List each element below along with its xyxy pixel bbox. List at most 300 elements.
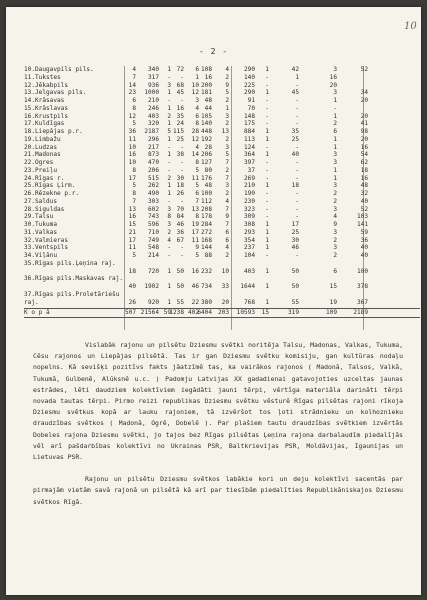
table-cell: 20 <box>221 298 229 306</box>
table-cell: 10593 <box>236 309 255 317</box>
totals-row <box>24 308 420 318</box>
table-cell: 36 <box>176 228 184 236</box>
table-cell: 6 <box>225 236 229 244</box>
table-cell: 50 <box>291 283 299 290</box>
row-label: 25.Rīgas Ļirm. <box>24 182 76 190</box>
table-cell: 1 <box>167 298 171 306</box>
table-cell: 1 <box>265 221 269 228</box>
table-cell: 5 <box>195 252 199 259</box>
table-cell: - <box>265 174 269 182</box>
table-row <box>24 113 420 121</box>
table-cell: 16 <box>360 143 368 151</box>
row-label: 19.Limbažu <box>24 135 61 143</box>
table-cell: 52 <box>360 205 368 213</box>
table-cell: 144 <box>200 244 212 252</box>
table-cell: 1 <box>265 283 269 290</box>
table-cell: - <box>180 252 184 259</box>
table-cell: 2 <box>225 73 229 81</box>
row-label: 32.Valmieras <box>24 236 69 244</box>
table-cell: 59 <box>360 228 368 236</box>
table-cell: 596 <box>147 221 159 228</box>
table-cell: 36 <box>128 128 136 135</box>
table-row <box>24 229 420 237</box>
row-label: 13.Jelgavas pils. <box>24 89 87 97</box>
table-cell: 269 <box>243 174 255 182</box>
table-cell: 4 <box>195 104 199 112</box>
table-cell: 1 <box>265 135 269 143</box>
table-row <box>24 175 420 183</box>
table-cell: 7 <box>132 197 136 205</box>
table-cell: 148 <box>243 112 255 120</box>
row-label: 17.Kuldīgas <box>24 120 65 128</box>
table-row <box>24 198 420 206</box>
table-cell: 5 <box>225 151 229 159</box>
table-cell: 1 <box>265 151 269 159</box>
table-cell: 16 <box>176 104 184 112</box>
table-cell: 15 <box>329 283 337 290</box>
table-cell: 18 <box>128 267 136 275</box>
table-cell: - <box>167 252 171 259</box>
table-cell: 1 <box>167 190 171 197</box>
table-cell: 4 <box>167 236 171 244</box>
table-cell: 1 <box>167 267 171 275</box>
table-cell: 84 <box>176 213 184 221</box>
table-cell: 115 <box>172 128 184 135</box>
table-cell: 1 <box>167 135 171 143</box>
table-cell: 2 <box>333 190 337 197</box>
table-cell: 734 <box>200 283 212 290</box>
handwritten-page-annotation: 10 <box>404 21 417 32</box>
table-cell: 14 <box>191 151 199 159</box>
table-cell: 1 <box>333 143 337 151</box>
table-cell: 40 <box>360 244 368 252</box>
row-label: 30.Tukuma <box>24 221 58 228</box>
table-row <box>24 167 420 175</box>
table-cell: 100 <box>200 190 212 197</box>
row-label: 29.Talsu <box>24 213 54 221</box>
table-cell: 33 <box>221 283 229 290</box>
table-cell: 749 <box>147 236 159 244</box>
table-cell: - <box>265 252 269 259</box>
table-cell: - <box>295 174 299 182</box>
table-cell: 38 <box>176 151 184 159</box>
table-cell: 2 <box>225 120 229 128</box>
table-cell: 1 <box>167 182 171 190</box>
table-cell: 176 <box>200 174 212 182</box>
table-cell: 2 <box>167 112 171 120</box>
table-cell: 16 <box>191 267 199 275</box>
table-cell: - <box>295 81 299 89</box>
table-cell: 3 <box>195 97 199 104</box>
table-cell: 4 <box>132 66 136 73</box>
table-cell: 1 <box>265 236 269 244</box>
table-cell: 1 <box>167 89 171 97</box>
table-cell: 13 <box>221 128 229 135</box>
table-cell: 4 <box>225 66 229 73</box>
table-cell: 40 <box>360 197 368 205</box>
table-cell: 1 <box>265 66 269 73</box>
table-cell: - <box>265 143 269 151</box>
table-row <box>24 82 420 90</box>
table-cell: 403 <box>243 267 255 275</box>
table-cell: 1644 <box>240 283 255 290</box>
table-row <box>24 190 420 198</box>
table-cell: - <box>295 120 299 128</box>
table-cell: 8 <box>195 120 199 128</box>
table-cell: 308 <box>243 221 255 228</box>
table-cell: - <box>295 97 299 104</box>
table-cell: 20 <box>329 81 337 89</box>
table-row <box>24 97 420 105</box>
table-cell: 45 <box>291 89 299 97</box>
table-cell: 19 <box>191 221 199 228</box>
table-cell: 6404 <box>197 309 212 317</box>
table-cell: 37 <box>247 166 255 174</box>
table-cell: 8 <box>195 213 199 221</box>
table-cell: - <box>265 197 269 205</box>
table-cell: 448 <box>200 128 212 135</box>
table-cell: 230 <box>243 197 255 205</box>
table-cell: - <box>295 205 299 213</box>
table-cell: 3 <box>225 112 229 120</box>
table-cell: 6 <box>225 228 229 236</box>
table-cell: 19 <box>329 298 337 306</box>
table-row <box>24 136 420 144</box>
table-cell: 50 <box>291 267 299 275</box>
table-cell: 323 <box>243 205 255 213</box>
table-cell: 52 <box>360 66 368 73</box>
table-cell: 548 <box>147 244 159 252</box>
row-label: 21.Madonas <box>24 151 61 159</box>
table-cell: 2 <box>225 190 229 197</box>
table-cell: 59 <box>163 309 171 317</box>
table-cell: 1902 <box>144 283 159 290</box>
table-cell: 7 <box>225 159 229 166</box>
table-cell: 4 <box>225 197 229 205</box>
table-cell: 40 <box>128 283 136 290</box>
table-cell: 2 <box>333 197 337 205</box>
table-row <box>24 128 420 136</box>
report-text <box>33 340 403 508</box>
table-cell: 16 <box>204 73 212 81</box>
row-label: 14.Krāsavas <box>24 97 65 104</box>
table-cell: 108 <box>200 66 212 73</box>
table-cell: 36 <box>360 236 368 244</box>
table-cell: 1 <box>167 283 171 290</box>
table-cell: 490 <box>147 190 159 197</box>
table-cell: 210 <box>243 182 255 190</box>
row-label: 11.Tukstes <box>24 73 61 81</box>
table-cell: - <box>167 143 171 151</box>
table-cell: 25 <box>176 135 184 143</box>
row-label: 22.Ogres <box>24 159 54 166</box>
table-cell: - <box>295 213 299 221</box>
table-cell: 6 <box>195 112 199 120</box>
table-row <box>24 237 420 245</box>
table-cell: 367 <box>356 298 368 306</box>
table-cell: - <box>167 197 171 205</box>
table-row <box>24 89 420 97</box>
table-cell: 3 <box>333 205 337 213</box>
table-cell: 378 <box>356 283 368 290</box>
row-label: 36.Rīgas pils.Maskavas raj. <box>24 275 124 283</box>
table-cell: 11 <box>128 244 136 252</box>
paragraph: Vislabāk rajonu un pilsētu Dziesmu svētki noritēja Talsu, Madonas, Valkas, Tukuma, Cēsu rajonos un Liepājas pilsētā. Tas ir gan Dziesmu svētku komisiju, gan kultūras nodaļu nopelns. Kā sevišķi pozitīvs fakts jāatzīmē tas, ka vairākos rajonos ( Madonā, Talsos, Valkā, Tukumā, Gulbenē, Alūksnē u.c. ) Padomju Latvijas XX gadadienai gatavojoties uzceltas jaunas estrādes, lēti daudziem kolektīviem iegādāti jauni tērpi, vērtīga materiāla darināti tērpi novada tautas tērpi. Pirmo reizi republikas Dziesmu svētku vēsturē Rīgas pilsētas rajoni rīkoja Dziesmu svētkus kopā ar lauku rajoniem, tā izvēršot tos ļoti strādnieku un kolhoznieku draudzības svētkos ( Madonā, Ogrē, Dobelē ). Par plašiem tautu draudzības svētkiem izvērtās Dobeles rajona Dziesmu svētki, jo tajos bez Rīgas pilsētas Ļeņina rajona darbalaudīm piedalījās vēl arī pašdarbības kolektīvi no Ukrainas PSR, Baltkrievijas PSR, Moldāvijas, Igaunijas un Lietuvas PSR. <box>33 341 403 462</box>
table-cell: 109 <box>325 309 337 317</box>
table-cell: 5 <box>132 252 136 259</box>
table-cell: 91 <box>247 97 255 104</box>
table-cell: 18 <box>176 182 184 190</box>
table-cell: 217 <box>147 143 159 151</box>
table-cell: 1000 <box>144 89 159 97</box>
table-cell: 8 <box>167 213 171 221</box>
table-cell: - <box>265 97 269 104</box>
paragraph: Rajonu un pilsētu Dziesmu svētkos labākie kori un deju kolektīvi sacentās par pirmajām vietām savā rajonā un pilsētā kā arī par tiesībām piedalīties Republikāniskajos Dziesmu svētkos Rīgā. <box>33 475 403 506</box>
table-cell: - <box>265 104 269 112</box>
table-cell: 6 <box>132 97 136 104</box>
table-cell: - <box>265 73 269 81</box>
table-cell: 17 <box>128 236 136 244</box>
row-label: 23.Preiļu <box>24 166 58 174</box>
table-cell: 28 <box>204 143 212 151</box>
table-cell: 884 <box>243 128 255 135</box>
table-cell: 340 <box>147 66 159 73</box>
table-cell: - <box>265 81 269 89</box>
row-label: 37.Rīgas pils.Proletāriešu raj. <box>24 290 120 306</box>
table-row <box>24 66 420 74</box>
table-cell: 15 <box>128 221 136 228</box>
table-cell: 70 <box>176 205 184 213</box>
table-cell: 246 <box>147 104 159 112</box>
table-cell: 13 <box>128 205 136 213</box>
table-cell: 141 <box>356 221 368 228</box>
table-row <box>24 206 420 214</box>
table-cell: 2 <box>225 166 229 174</box>
table-cell: 2 <box>225 97 229 104</box>
table-cell: 364 <box>243 151 255 159</box>
table-cell: 237 <box>243 244 255 252</box>
table-cell: 181 <box>200 89 212 97</box>
table-cell: 720 <box>147 267 159 275</box>
row-label: 24.Rīgas r. <box>24 174 65 182</box>
table-cell: 8 <box>195 159 199 166</box>
table-cell: - <box>295 104 299 112</box>
table-cell: - <box>333 104 337 112</box>
table-cell: 3 <box>167 81 171 89</box>
table-cell: 105 <box>200 112 212 120</box>
table-cell: 42 <box>291 66 299 73</box>
table-cell: 20 <box>360 135 368 143</box>
table-cell: 4 <box>195 143 199 151</box>
table-cell: 1 <box>195 73 199 81</box>
row-label: 33.Ventspils <box>24 244 69 252</box>
table-cell: - <box>295 112 299 120</box>
table-cell: 2189 <box>353 309 368 317</box>
table-cell: 290 <box>243 89 255 97</box>
table-cell: 48 <box>204 97 212 104</box>
table-cell: - <box>265 213 269 221</box>
table-cell: 17 <box>191 228 199 236</box>
table-cell: 48 <box>360 182 368 190</box>
table-cell: 40 <box>291 151 299 159</box>
table-cell: 35 <box>176 112 184 120</box>
table-cell: 168 <box>200 236 212 244</box>
table-row <box>24 213 420 221</box>
document-page <box>6 7 421 595</box>
table-cell: 40 <box>360 252 368 259</box>
table-cell: 12 <box>191 89 199 97</box>
table-cell: 3 <box>333 159 337 166</box>
table-cell: 507 <box>124 309 136 317</box>
table-cell: 16 <box>128 213 136 221</box>
table-cell: 24 <box>176 120 184 128</box>
row-label: 18.Liepājas p.r. <box>24 128 83 135</box>
row-label: 26.Rēzekne p.r. <box>24 190 80 197</box>
table-cell: 9 <box>225 213 229 221</box>
table-cell: 45 <box>176 89 184 97</box>
table-cell: 1 <box>333 97 337 104</box>
table-cell: 62 <box>360 159 368 166</box>
table-cell: 1 <box>333 174 337 182</box>
table-cell: 10 <box>128 159 136 166</box>
table-cell: 7 <box>225 205 229 213</box>
table-cell: 113 <box>243 135 255 143</box>
table-cell: 2 <box>333 252 337 259</box>
table-cell: - <box>295 143 299 151</box>
table-cell: 21 <box>128 228 136 236</box>
table-cell: 26 <box>176 190 184 197</box>
table-cell: 22 <box>191 298 199 306</box>
table-cell: 17 <box>128 174 136 182</box>
table-cell: 4 <box>225 244 229 252</box>
table-cell: 470 <box>147 159 159 166</box>
table-cell: - <box>295 190 299 197</box>
table-cell: - <box>265 120 269 128</box>
table-cell: 28 <box>191 128 199 135</box>
table-cell: 403 <box>147 112 159 120</box>
table-cell: - <box>295 166 299 174</box>
table-cell: 25 <box>291 228 299 236</box>
row-label: 27.Saldus <box>24 197 58 205</box>
table-cell: 21564 <box>140 309 159 317</box>
table-cell: - <box>180 197 184 205</box>
table-cell: 2 <box>333 236 337 244</box>
table-cell: 15 <box>261 309 269 317</box>
table-cell: 6 <box>333 128 337 135</box>
table-cell: 232 <box>200 267 212 275</box>
table-cell: 9 <box>225 81 229 89</box>
row-label: 12.Jēkabpils <box>24 81 69 89</box>
table-row <box>24 260 420 276</box>
table-cell: 7 <box>195 197 199 205</box>
table-cell: 284 <box>200 221 212 228</box>
table-cell: 602 <box>147 205 159 213</box>
table-cell: 70 <box>247 104 255 112</box>
table-cell: 30 <box>176 174 184 182</box>
table-cell: 5 <box>195 166 199 174</box>
table-cell: - <box>167 73 171 81</box>
table-cell: 11 <box>128 135 136 143</box>
table-cell: 98 <box>360 128 368 135</box>
table-row <box>24 120 420 128</box>
table-cell: 25 <box>291 135 299 143</box>
table-cell: 10 <box>191 81 199 89</box>
table-cell: 48 <box>204 182 212 190</box>
table-cell: 20 <box>360 112 368 120</box>
table-cell: - <box>180 244 184 252</box>
table-row <box>24 221 420 229</box>
row-label: 10.Daugavpils pils. <box>24 66 94 73</box>
table-cell: - <box>265 190 269 197</box>
table-cell: 873 <box>147 151 159 159</box>
table-cell: 23 <box>128 89 136 97</box>
table-cell: 5 <box>195 182 199 190</box>
table-cell: 10 <box>128 143 136 151</box>
table-cell: 206 <box>200 151 212 159</box>
table-cell: 140 <box>243 73 255 81</box>
table-cell: 1 <box>265 89 269 97</box>
table-cell: 192 <box>200 135 212 143</box>
table-cell: 214 <box>147 252 159 259</box>
table-cell: 515 <box>147 174 159 182</box>
table-cell: 397 <box>243 159 255 166</box>
table-cell: - <box>295 159 299 166</box>
row-label: 28.Siguldas <box>24 205 65 213</box>
table-cell: 34 <box>360 89 368 97</box>
row-label: 16.Krustpils <box>24 112 69 120</box>
table-cell: 319 <box>287 309 299 317</box>
table-cell: 16 <box>329 73 337 81</box>
table-row <box>24 252 420 260</box>
page-number: - 2 - <box>198 47 229 56</box>
table-cell: 6 <box>333 267 337 275</box>
table-cell: 1 <box>167 151 171 159</box>
table-cell: 2 <box>167 174 171 182</box>
table-cell: 208 <box>200 205 212 213</box>
table-cell: 44 <box>204 104 212 112</box>
table-cell: - <box>180 97 184 104</box>
table-cell: 9 <box>333 221 337 228</box>
table-cell: 17 <box>291 221 299 228</box>
table-cell: - <box>265 205 269 213</box>
table-cell: 72 <box>176 66 184 73</box>
table-cell: - <box>180 143 184 151</box>
table-cell: 3 <box>333 228 337 236</box>
table-cell: 4 <box>333 213 337 221</box>
table-cell: 1 <box>295 73 299 81</box>
table-cell: 16 <box>128 151 136 159</box>
table-cell: 936 <box>147 81 159 89</box>
table-cell: 54 <box>360 151 368 159</box>
table-cell: 50 <box>176 283 184 290</box>
table-cell: 1 <box>333 112 337 120</box>
table-cell: 1 <box>333 135 337 143</box>
table-cell: 225 <box>243 81 255 89</box>
table-cell: - <box>167 244 171 252</box>
table-cell: 768 <box>243 298 255 306</box>
row-label: 31.Valkas <box>24 228 58 236</box>
table-cell: - <box>295 197 299 205</box>
table-row <box>24 244 420 252</box>
table-cell: 262 <box>147 182 159 190</box>
table-cell: 7 <box>225 221 229 228</box>
table-row <box>24 275 420 291</box>
table-cell: 2187 <box>144 128 159 135</box>
table-cell: - <box>167 97 171 104</box>
table-cell: 200 <box>200 81 212 89</box>
table-cell: 309 <box>243 213 255 221</box>
table-row <box>24 144 420 152</box>
